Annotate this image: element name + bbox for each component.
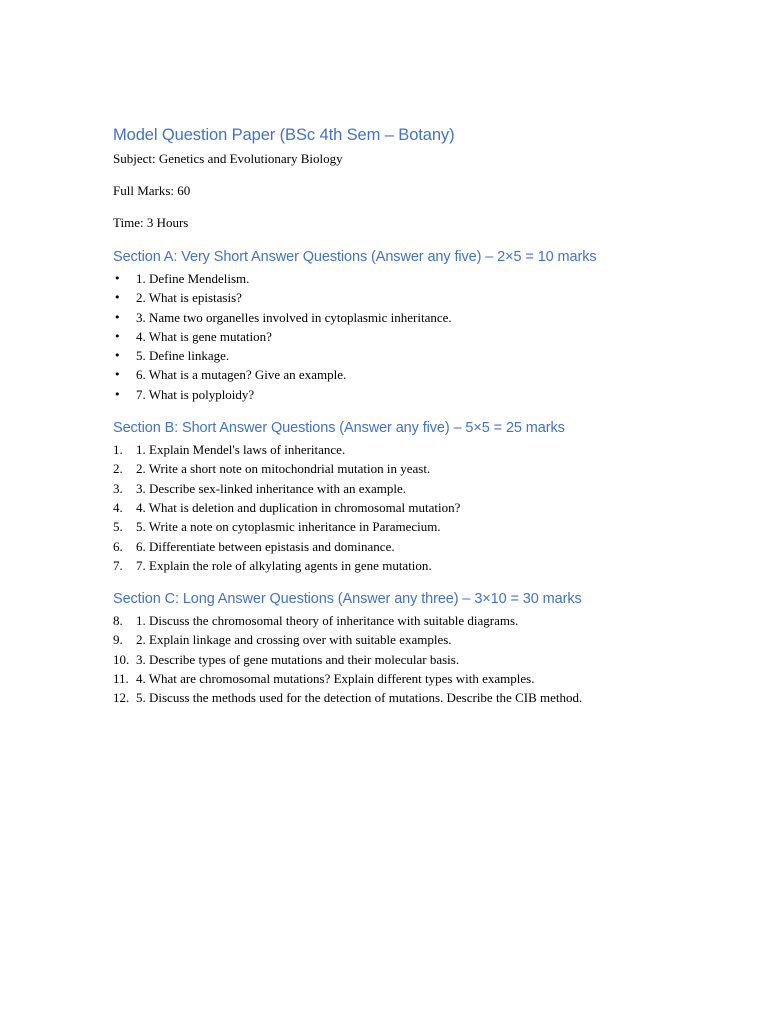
section-b-question — [113, 479, 728, 498]
section-a-question-list — [113, 269, 728, 404]
section-a-question — [113, 288, 728, 307]
section-a-heading: Section A: Very Short Answer Questions (Answer any five) – 2×5 = 10 marks — [113, 249, 597, 265]
full-marks-line: Full Marks: 60 — [113, 183, 191, 198]
question-text: 4. What is gene mutation? — [136, 328, 272, 344]
section-c-heading: Section C: Long Answer Questions (Answer any three) – 3×10 = 30 marks — [113, 591, 582, 608]
bullet-icon: • — [114, 349, 121, 363]
question-text: 2. Write a short note on mitochondrial mutation in yeast. — [136, 461, 431, 477]
question-text: 5. Discuss the methods used for the detection of mutations. Describe the CIB method. — [136, 690, 583, 706]
question-text: 4. What is deletion and duplication in chromosomal mutation? — [136, 499, 461, 515]
section-a-question — [113, 385, 728, 404]
section-a-question — [113, 365, 728, 384]
page-title: Model Question Paper (BSc 4th Sem – Botany) — [113, 126, 455, 144]
section-c-question — [113, 650, 728, 669]
bullet-icon: • — [114, 291, 121, 305]
question-text: 5. Write a note on cytoplasmic inheritance in Paramecium. — [136, 519, 441, 535]
section-b-question — [113, 556, 728, 575]
list-number: 10. — [113, 651, 130, 667]
section-c-question-list — [113, 611, 728, 707]
section-c-question — [113, 630, 728, 649]
section-b-question — [113, 459, 728, 478]
section-c-question — [113, 611, 728, 630]
section-b-question — [113, 440, 728, 459]
time-line: Time: 3 Hours — [113, 215, 189, 230]
section-a-question — [113, 346, 728, 365]
question-text: 3. Describe sex-linked inheritance with an example. — [136, 480, 407, 496]
section-b-question — [113, 498, 728, 517]
section-c-question — [113, 669, 728, 688]
list-number: 12. — [113, 690, 130, 706]
list-number: 9. — [113, 632, 123, 648]
section-a-question — [113, 269, 728, 288]
question-text: 7. What is polyploidy? — [136, 386, 255, 402]
section-b-heading: Section B: Short Answer Questions (Answer any five) – 5×5 = 25 marks — [113, 420, 565, 437]
section-a-question — [113, 308, 728, 327]
question-text: 1. Discuss the chromosomal theory of inheritance with suitable diagrams. — [136, 613, 519, 629]
bullet-icon: • — [114, 368, 121, 382]
section-a-question — [113, 327, 728, 346]
section-b-question — [113, 537, 728, 556]
question-text: 3. Describe types of gene mutations and their molecular basis. — [136, 651, 460, 667]
section-b-question — [113, 517, 728, 536]
question-text: 2. What is epistasis? — [136, 290, 242, 306]
question-text: 3. Name two organelles involved in cytoplasmic inheritance. — [136, 309, 452, 325]
list-number: 8. — [113, 613, 123, 629]
bullet-icon: • — [114, 329, 121, 343]
list-number: 1. — [113, 442, 123, 458]
question-text: 2. Explain linkage and crossing over with suitable examples. — [136, 632, 452, 648]
question-text: 1. Explain Mendel's laws of inheritance. — [136, 442, 346, 458]
question-text: 4. What are chromosomal mutations? Explain different types with examples. — [136, 671, 535, 687]
list-number: 2. — [113, 461, 123, 477]
list-number: 6. — [113, 538, 123, 554]
list-number: 11. — [113, 671, 129, 687]
bullet-icon: • — [114, 310, 121, 324]
question-text: 7. Explain the role of alkylating agents in gene mutation. — [136, 557, 432, 573]
subject-line: Subject: Genetics and Evolutionary Biology — [113, 151, 343, 166]
bullet-icon: • — [114, 387, 121, 401]
bullet-icon: • — [114, 272, 121, 285]
list-number: 5. — [113, 519, 123, 535]
list-number: 4. — [113, 499, 123, 515]
section-c-question — [113, 688, 728, 707]
section-b-question-list — [113, 440, 728, 575]
question-text: 6. What is a mutagen? Give an example. — [136, 367, 347, 383]
list-number: 7. — [113, 557, 123, 573]
question-text: 1. Define Mendelism. — [136, 271, 250, 286]
list-number: 3. — [113, 480, 123, 496]
question-text: 6. Differentiate between epistasis and dominance. — [136, 538, 395, 554]
question-text: 5. Define linkage. — [136, 348, 230, 364]
